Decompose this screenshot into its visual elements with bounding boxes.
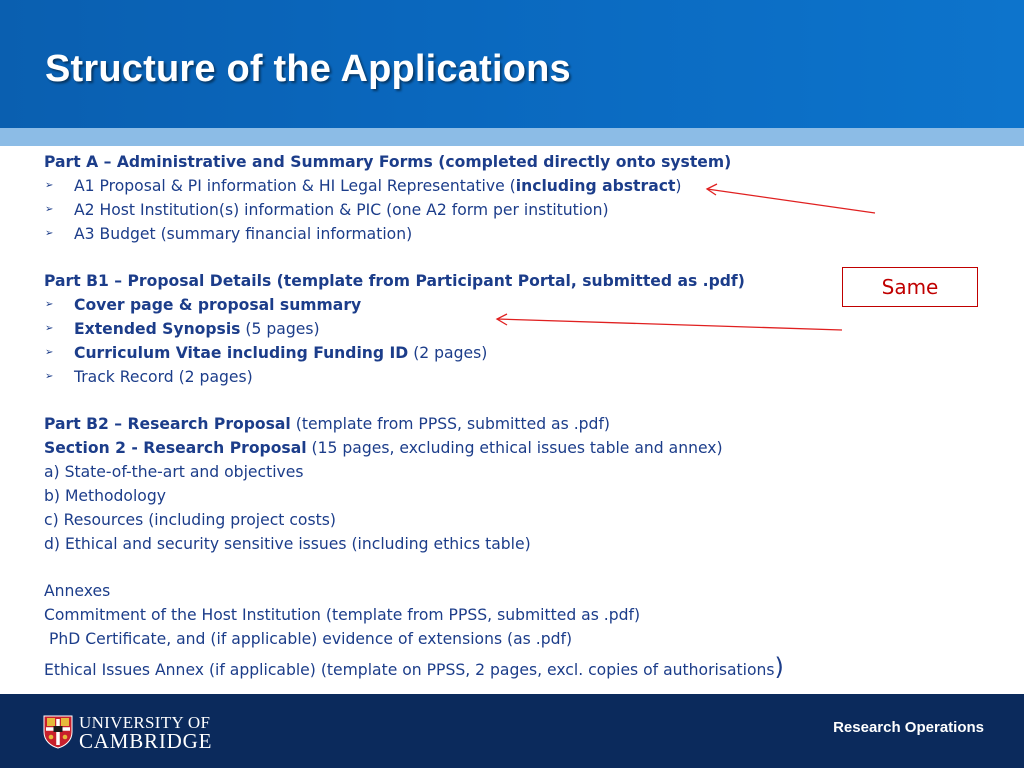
- header-accent-bar: [0, 128, 1024, 146]
- part-b1-item-synopsis: ➢ Extended Synopsis (5 pages): [44, 317, 824, 341]
- section-item-a: a) State-of-the-art and objectives: [44, 463, 304, 481]
- section-item-b: b) Methodology: [44, 487, 166, 505]
- annex-commitment: Commitment of the Host Institution (template from PPSS, submitted as .pdf): [44, 606, 641, 624]
- section-item-c: c) Resources (including project costs): [44, 511, 336, 529]
- footer-bar: [0, 694, 1024, 768]
- annex-phd: PhD Certificate, and (if applicable) evidence of extensions (as .pdf): [44, 630, 573, 648]
- bullet-arrow-icon: ➢: [45, 371, 54, 382]
- slide-content: [44, 150, 824, 681]
- part-a-item-a1: ➢ A1 Proposal & PI information & HI Legal Representative (including abstract): [44, 174, 824, 198]
- university-logo: [43, 713, 213, 753]
- same-annotation-box: Same: [842, 267, 978, 307]
- bullet-arrow-icon: ➢: [45, 204, 54, 215]
- header-banner: [0, 0, 1024, 128]
- university-shield-icon: [43, 715, 73, 749]
- part-b1-heading: Part B1 – Proposal Details (template from Participant Portal, submitted as .pdf): [44, 272, 745, 290]
- annex-ethics: Ethical Issues Annex (if applicable) (template on PPSS, 2 pages, excl. copies of authorisations): [44, 653, 784, 681]
- part-a-item-a2: ➢ A2 Host Institution(s) information & PIC (one A2 form per institution): [44, 198, 824, 222]
- part-b1-item-track-record: ➢ Track Record (2 pages): [44, 365, 824, 389]
- bullet-arrow-icon: ➢: [45, 347, 54, 358]
- section-item-d: d) Ethical and security sensitive issues (including ethics table): [44, 535, 531, 553]
- logo-line-1: UNIVERSITY OF: [79, 713, 211, 732]
- logo-wordmark: [79, 713, 213, 753]
- slide-title: Structure of the Applications: [45, 48, 571, 90]
- part-b1-item-cover: ➢ Cover page & proposal summary: [44, 293, 824, 317]
- footer-org-name: Research Operations: [833, 719, 984, 736]
- part-a-item-a3: ➢ A3 Budget (summary financial information): [44, 222, 824, 246]
- section-2-heading: Section 2 - Research Proposal (15 pages, excluding ethical issues table and annex): [44, 439, 723, 457]
- bullet-arrow-icon: ➢: [45, 228, 54, 239]
- part-b1-item-cv: ➢ Curriculum Vitae including Funding ID (2 pages): [44, 341, 824, 365]
- bullet-arrow-icon: ➢: [45, 180, 54, 191]
- bullet-arrow-icon: ➢: [45, 299, 54, 310]
- annexes-title: Annexes: [44, 582, 111, 600]
- part-b2-heading: Part B2 – Research Proposal (template from PPSS, submitted as .pdf): [44, 415, 611, 433]
- logo-line-2: CAMBRIDGE: [79, 729, 213, 753]
- part-a-heading: Part A – Administrative and Summary Forms (completed directly onto system): [44, 153, 732, 171]
- bullet-arrow-icon: ➢: [45, 323, 54, 334]
